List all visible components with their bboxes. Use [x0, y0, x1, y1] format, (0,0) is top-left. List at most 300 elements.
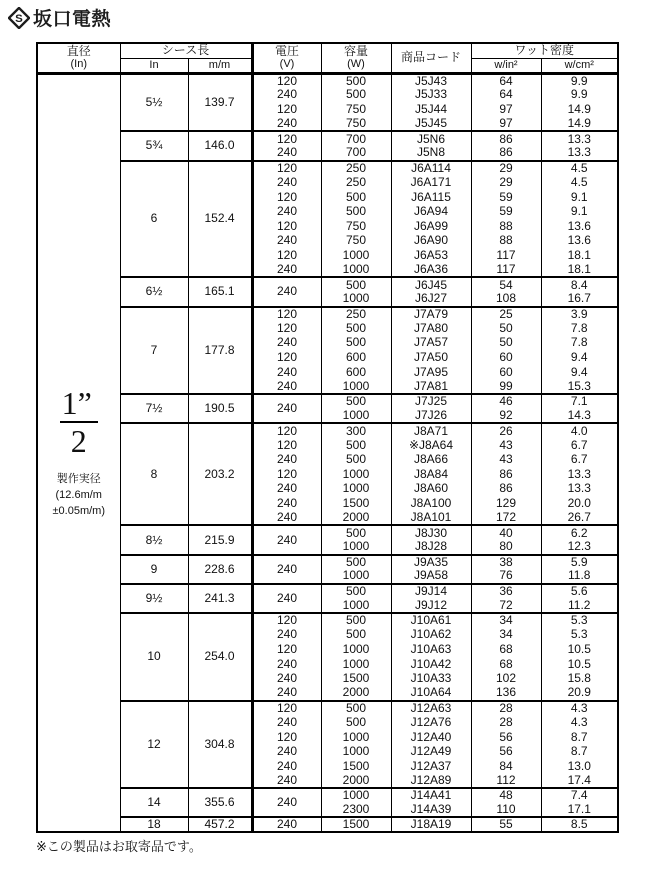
watt-density-in-cell: 80	[471, 540, 541, 555]
capacity-cell: 500	[321, 73, 391, 88]
watt-density-in-cell: 29	[471, 161, 541, 176]
voltage-cell: 240	[252, 452, 321, 467]
watt-density-in-cell: 28	[471, 715, 541, 730]
capacity-cell: 500	[321, 438, 391, 453]
diameter-cell	[37, 73, 120, 832]
watt-density-cm-cell: 4.3	[541, 715, 618, 730]
watt-density-in-cell: 46	[471, 394, 541, 409]
watt-density-cm-cell: 17.4	[541, 774, 618, 789]
capacity-cell: 500	[321, 394, 391, 409]
voltage-cell: 120	[252, 161, 321, 176]
diameter-fraction	[38, 386, 120, 459]
watt-density-cm-cell: 8.7	[541, 744, 618, 759]
product-code-cell: J18A19	[391, 817, 471, 832]
watt-density-cm-cell: 11.2	[541, 598, 618, 613]
voltage-cell: 240	[252, 525, 321, 554]
watt-density-in-cell: 56	[471, 744, 541, 759]
voltage-cell: 240	[252, 715, 321, 730]
product-code-cell: J6A114	[391, 161, 471, 176]
voltage-cell: 120	[252, 701, 321, 716]
logo-company-name: 坂口電熱	[33, 9, 112, 30]
sheath-length-in-cell: 7½	[120, 394, 188, 423]
header-voltage-title: 電圧	[274, 43, 299, 58]
watt-density-in-cell: 108	[471, 292, 541, 307]
watt-density-in-cell: 117	[471, 248, 541, 263]
product-code-cell: J12A49	[391, 744, 471, 759]
watt-density-in-cell: 76	[471, 569, 541, 584]
watt-density-cm-cell: 3.9	[541, 307, 618, 322]
sheath-length-in-cell: 18	[120, 817, 188, 832]
capacity-cell: 500	[321, 715, 391, 730]
watt-density-cm-cell: 7.1	[541, 394, 618, 409]
product-code-cell: J5N6	[391, 131, 471, 146]
capacity-cell: 750	[321, 117, 391, 132]
voltage-cell: 240	[252, 379, 321, 394]
watt-density-in-cell: 43	[471, 452, 541, 467]
watt-density-in-cell: 97	[471, 102, 541, 117]
svg-text:S: S	[15, 12, 23, 25]
voltage-cell: 120	[252, 642, 321, 657]
voltage-cell: 240	[252, 234, 321, 249]
sheath-length-mm-cell: 457.2	[188, 817, 252, 832]
voltage-cell: 240	[252, 117, 321, 132]
watt-density-in-cell: 86	[471, 131, 541, 146]
product-code-cell: J7A50	[391, 350, 471, 365]
watt-density-in-cell: 86	[471, 467, 541, 482]
header-capacity-title: 容量	[343, 43, 368, 58]
watt-density-cm-cell: 7.4	[541, 788, 618, 803]
voltage-cell: 240	[252, 555, 321, 584]
watt-density-cm-cell: 8.4	[541, 277, 618, 292]
voltage-cell: 240	[252, 744, 321, 759]
watt-density-in-cell: 25	[471, 307, 541, 322]
capacity-cell: 500	[321, 452, 391, 467]
capacity-cell: 1000	[321, 248, 391, 263]
voltage-cell: 120	[252, 248, 321, 263]
capacity-cell: 500	[321, 88, 391, 103]
product-code-cell: J10A33	[391, 671, 471, 686]
watt-density-cm-cell: 10.5	[541, 642, 618, 657]
sheath-length-in-cell: 8	[120, 423, 188, 525]
watt-density-in-cell: 34	[471, 613, 541, 628]
watt-density-cm-cell: 7.8	[541, 336, 618, 351]
watt-density-in-cell: 60	[471, 350, 541, 365]
voltage-cell: 120	[252, 350, 321, 365]
watt-density-in-cell: 59	[471, 204, 541, 219]
product-code-cell: J9J14	[391, 584, 471, 599]
capacity-cell: 1500	[321, 496, 391, 511]
voltage-cell: 240	[252, 204, 321, 219]
sheath-length-in-cell: 5¾	[120, 131, 188, 160]
capacity-cell: 1000	[321, 788, 391, 803]
voltage-cell: 240	[252, 584, 321, 613]
watt-density-in-cell: 64	[471, 88, 541, 103]
capacity-cell: 2000	[321, 686, 391, 701]
watt-density-in-cell: 68	[471, 642, 541, 657]
watt-density-cm-cell: 14.9	[541, 102, 618, 117]
header-capacity-unit: (W)	[347, 57, 365, 70]
product-code-cell: J12A40	[391, 730, 471, 745]
watt-density-cm-cell: 13.3	[541, 482, 618, 497]
watt-density-cm-cell: 8.5	[541, 817, 618, 832]
product-code-cell: J8J30	[391, 525, 471, 540]
capacity-cell: 750	[321, 102, 391, 117]
header-sheath-mm: m/m	[188, 58, 252, 73]
spec-row	[37, 277, 618, 292]
sheath-length-in-cell: 10	[120, 613, 188, 701]
voltage-cell: 240	[252, 657, 321, 672]
capacity-cell: 1000	[321, 642, 391, 657]
sheath-length-in-cell: 8½	[120, 525, 188, 554]
voltage-cell: 240	[252, 628, 321, 643]
voltage-cell: 240	[252, 788, 321, 817]
diameter-fraction-denominator: 2	[70, 423, 87, 460]
watt-density-in-cell: 50	[471, 336, 541, 351]
watt-density-in-cell: 110	[471, 803, 541, 818]
voltage-cell: 120	[252, 307, 321, 322]
voltage-cell: 240	[252, 175, 321, 190]
watt-density-cm-cell: 8.7	[541, 730, 618, 745]
sheath-length-in-cell: 5½	[120, 73, 188, 131]
watt-density-in-cell: 88	[471, 234, 541, 249]
capacity-cell: 500	[321, 321, 391, 336]
watt-density-cm-cell: 26.7	[541, 511, 618, 526]
spec-row	[37, 613, 618, 628]
watt-density-cm-cell: 13.0	[541, 759, 618, 774]
product-code-cell: J10A64	[391, 686, 471, 701]
watt-density-in-cell: 50	[471, 321, 541, 336]
watt-density-cm-cell: 6.7	[541, 452, 618, 467]
sheath-length-mm-cell: 177.8	[188, 307, 252, 395]
product-code-cell: J6A94	[391, 204, 471, 219]
product-code-cell: J10A61	[391, 613, 471, 628]
header-voltage	[252, 43, 321, 73]
watt-density-cm-cell: 5.3	[541, 628, 618, 643]
watt-density-cm-cell: 9.4	[541, 365, 618, 380]
watt-density-in-cell: 88	[471, 219, 541, 234]
watt-density-cm-cell: 7.8	[541, 321, 618, 336]
diameter-note-line: ±0.05m/m)	[52, 505, 105, 518]
watt-density-in-cell: 59	[471, 190, 541, 205]
capacity-cell: 2300	[321, 803, 391, 818]
product-code-cell: J8A101	[391, 511, 471, 526]
header-product-code: 商品コード	[391, 43, 471, 73]
sheath-length-in-cell: 14	[120, 788, 188, 817]
capacity-cell: 600	[321, 350, 391, 365]
watt-density-cm-cell: 20.9	[541, 686, 618, 701]
product-code-cell: J14A39	[391, 803, 471, 818]
capacity-cell: 250	[321, 175, 391, 190]
spec-row	[37, 788, 618, 803]
product-code-cell: J6J45	[391, 277, 471, 292]
capacity-cell: 500	[321, 555, 391, 570]
product-code-cell: J7J25	[391, 394, 471, 409]
watt-density-in-cell: 97	[471, 117, 541, 132]
product-code-cell: J10A63	[391, 642, 471, 657]
watt-density-in-cell: 117	[471, 263, 541, 278]
watt-density-cm-cell: 4.5	[541, 161, 618, 176]
voltage-cell: 120	[252, 467, 321, 482]
capacity-cell: 300	[321, 423, 391, 438]
sheath-length-mm-cell: 152.4	[188, 161, 252, 278]
voltage-cell: 240	[252, 263, 321, 278]
capacity-cell: 1000	[321, 409, 391, 424]
watt-density-in-cell: 48	[471, 788, 541, 803]
voltage-cell: 240	[252, 482, 321, 497]
sheath-length-mm-cell: 190.5	[188, 394, 252, 423]
product-code-cell: J8A84	[391, 467, 471, 482]
sheath-length-mm-cell: 203.2	[188, 423, 252, 525]
spec-row	[37, 584, 618, 599]
footnote: ※この製品はお取寄品です。	[36, 839, 202, 854]
capacity-cell: 1000	[321, 482, 391, 497]
product-code-cell: J12A37	[391, 759, 471, 774]
product-code-cell: J9A35	[391, 555, 471, 570]
capacity-cell: 1000	[321, 263, 391, 278]
product-code-cell: J6A99	[391, 219, 471, 234]
watt-density-cm-cell: 17.1	[541, 803, 618, 818]
diameter-note-line: 製作実径	[56, 473, 101, 486]
voltage-cell: 240	[252, 511, 321, 526]
capacity-cell: 600	[321, 365, 391, 380]
watt-density-in-cell: 26	[471, 423, 541, 438]
header-voltage-unit: (V)	[279, 57, 295, 70]
sheath-length-mm-cell: 254.0	[188, 613, 252, 701]
capacity-cell: 1000	[321, 379, 391, 394]
capacity-cell: 2000	[321, 774, 391, 789]
spec-row	[37, 161, 618, 176]
product-code-cell: J6A171	[391, 175, 471, 190]
watt-density-cm-cell: 14.9	[541, 117, 618, 132]
sheath-length-mm-cell: 146.0	[188, 131, 252, 160]
watt-density-cm-cell: 12.3	[541, 540, 618, 555]
header-watt-density: ワット密度	[471, 43, 618, 58]
product-code-cell: J10A42	[391, 657, 471, 672]
header-diameter-title: 直径	[66, 43, 91, 58]
watt-density-in-cell: 172	[471, 511, 541, 526]
watt-density-cm-cell: 13.3	[541, 467, 618, 482]
product-code-cell: J7J26	[391, 409, 471, 424]
product-code-cell: J7A79	[391, 307, 471, 322]
capacity-cell: 1000	[321, 569, 391, 584]
header-diameter	[37, 43, 120, 73]
product-code-cell: ※J8A64	[391, 438, 471, 453]
voltage-cell: 240	[252, 496, 321, 511]
watt-density-cm-cell: 9.4	[541, 350, 618, 365]
watt-density-cm-cell: 6.7	[541, 438, 618, 453]
capacity-cell: 1000	[321, 292, 391, 307]
voltage-cell: 120	[252, 730, 321, 745]
watt-density-in-cell: 60	[471, 365, 541, 380]
spec-row	[37, 423, 618, 438]
watt-density-cm-cell: 11.8	[541, 569, 618, 584]
watt-density-cm-cell: 16.7	[541, 292, 618, 307]
watt-density-cm-cell: 13.6	[541, 219, 618, 234]
product-code-cell: J5J44	[391, 102, 471, 117]
watt-density-cm-cell: 9.1	[541, 190, 618, 205]
voltage-cell: 120	[252, 321, 321, 336]
voltage-cell: 240	[252, 88, 321, 103]
watt-density-cm-cell: 15.8	[541, 671, 618, 686]
spec-row	[37, 73, 618, 88]
sheath-length-in-cell: 9	[120, 555, 188, 584]
product-code-cell: J7A81	[391, 379, 471, 394]
spec-row	[37, 307, 618, 322]
voltage-cell: 240	[252, 759, 321, 774]
diameter-fraction-numerator: 1”	[60, 386, 98, 423]
header-watt-per-in: w/in²	[471, 58, 541, 73]
voltage-cell: 120	[252, 613, 321, 628]
sheath-length-mm-cell: 228.6	[188, 555, 252, 584]
sheath-length-in-cell: 6	[120, 161, 188, 278]
capacity-cell: 700	[321, 131, 391, 146]
watt-density-cm-cell: 9.9	[541, 88, 618, 103]
watt-density-in-cell: 43	[471, 438, 541, 453]
watt-density-in-cell: 36	[471, 584, 541, 599]
capacity-cell: 1000	[321, 467, 391, 482]
watt-density-cm-cell: 5.6	[541, 584, 618, 599]
capacity-cell: 1000	[321, 598, 391, 613]
sheath-length-in-cell: 6½	[120, 277, 188, 306]
product-code-cell: J8A71	[391, 423, 471, 438]
sheath-length-in-cell: 12	[120, 701, 188, 789]
sheath-length-mm-cell: 241.3	[188, 584, 252, 613]
capacity-cell: 500	[321, 525, 391, 540]
product-code-cell: J5J43	[391, 73, 471, 88]
capacity-cell: 2000	[321, 511, 391, 526]
product-code-cell: J14A41	[391, 788, 471, 803]
watt-density-cm-cell: 6.2	[541, 525, 618, 540]
sheath-length-mm-cell: 139.7	[188, 73, 252, 131]
watt-density-cm-cell: 10.5	[541, 657, 618, 672]
watt-density-cm-cell: 9.9	[541, 73, 618, 88]
watt-density-cm-cell: 4.5	[541, 175, 618, 190]
voltage-cell: 120	[252, 131, 321, 146]
spec-row	[37, 131, 618, 146]
product-code-cell: J5J33	[391, 88, 471, 103]
watt-density-in-cell: 40	[471, 525, 541, 540]
sheath-length-mm-cell: 215.9	[188, 525, 252, 554]
capacity-cell: 1500	[321, 759, 391, 774]
capacity-cell: 750	[321, 219, 391, 234]
product-code-cell: J8A60	[391, 482, 471, 497]
capacity-cell: 250	[321, 161, 391, 176]
sheath-length-in-cell: 9½	[120, 584, 188, 613]
product-code-cell: J7A95	[391, 365, 471, 380]
capacity-cell: 1000	[321, 730, 391, 745]
logo-diamond-s-icon	[8, 7, 30, 29]
voltage-cell: 120	[252, 102, 321, 117]
voltage-cell: 240	[252, 336, 321, 351]
watt-density-in-cell: 29	[471, 175, 541, 190]
product-code-cell: J6A36	[391, 263, 471, 278]
product-code-cell: J6J27	[391, 292, 471, 307]
voltage-cell: 240	[252, 686, 321, 701]
product-code-cell: J10A62	[391, 628, 471, 643]
header-sheath-length: シース長	[120, 43, 252, 58]
sheath-length-in-cell: 7	[120, 307, 188, 395]
watt-density-in-cell: 72	[471, 598, 541, 613]
header-diameter-unit: (In)	[70, 57, 87, 70]
voltage-cell: 120	[252, 219, 321, 234]
product-code-cell: J8J28	[391, 540, 471, 555]
product-code-cell: J7A57	[391, 336, 471, 351]
capacity-cell: 500	[321, 628, 391, 643]
watt-density-in-cell: 38	[471, 555, 541, 570]
capacity-cell: 250	[321, 307, 391, 322]
watt-density-cm-cell: 18.1	[541, 248, 618, 263]
voltage-cell: 240	[252, 671, 321, 686]
product-code-cell: J9A58	[391, 569, 471, 584]
product-code-cell: J12A89	[391, 774, 471, 789]
capacity-cell: 1500	[321, 671, 391, 686]
capacity-cell: 500	[321, 613, 391, 628]
voltage-cell: 240	[252, 394, 321, 423]
product-code-cell: J7A80	[391, 321, 471, 336]
sheath-length-mm-cell: 304.8	[188, 701, 252, 789]
diameter-note-line: (12.6m/m	[55, 489, 102, 502]
capacity-cell: 1000	[321, 540, 391, 555]
capacity-cell: 1000	[321, 657, 391, 672]
spec-table	[36, 42, 619, 833]
product-code-cell: J12A63	[391, 701, 471, 716]
watt-density-in-cell: 129	[471, 496, 541, 511]
capacity-cell: 1000	[321, 744, 391, 759]
voltage-cell: 120	[252, 423, 321, 438]
watt-density-in-cell: 112	[471, 774, 541, 789]
product-code-cell: J6A115	[391, 190, 471, 205]
watt-density-in-cell: 136	[471, 686, 541, 701]
product-code-cell: J6A53	[391, 248, 471, 263]
voltage-cell: 240	[252, 277, 321, 306]
watt-density-cm-cell: 4.0	[541, 423, 618, 438]
voltage-cell: 240	[252, 774, 321, 789]
sheath-length-mm-cell: 355.6	[188, 788, 252, 817]
watt-density-in-cell: 102	[471, 671, 541, 686]
watt-density-cm-cell: 13.3	[541, 131, 618, 146]
watt-density-in-cell: 84	[471, 759, 541, 774]
capacity-cell: 750	[321, 234, 391, 249]
header-watt-per-cm: w/cm²	[541, 58, 618, 73]
product-code-cell: J8A100	[391, 496, 471, 511]
voltage-cell: 120	[252, 438, 321, 453]
watt-density-cm-cell: 5.9	[541, 555, 618, 570]
watt-density-in-cell: 68	[471, 657, 541, 672]
watt-density-in-cell: 56	[471, 730, 541, 745]
voltage-cell: 120	[252, 190, 321, 205]
watt-density-cm-cell: 4.3	[541, 701, 618, 716]
product-code-cell: J5J45	[391, 117, 471, 132]
watt-density-cm-cell: 14.3	[541, 409, 618, 424]
watt-density-cm-cell: 5.3	[541, 613, 618, 628]
logo	[8, 4, 111, 31]
capacity-cell: 500	[321, 336, 391, 351]
watt-density-cm-cell: 13.3	[541, 146, 618, 161]
voltage-cell: 240	[252, 365, 321, 380]
watt-density-in-cell: 28	[471, 701, 541, 716]
sheath-length-mm-cell: 165.1	[188, 277, 252, 306]
capacity-cell: 500	[321, 190, 391, 205]
product-code-cell: J12A76	[391, 715, 471, 730]
watt-density-cm-cell: 20.0	[541, 496, 618, 511]
capacity-cell: 500	[321, 204, 391, 219]
voltage-cell: 240	[252, 146, 321, 161]
capacity-cell: 700	[321, 146, 391, 161]
watt-density-in-cell: 64	[471, 73, 541, 88]
capacity-cell: 500	[321, 701, 391, 716]
header-sheath-in: In	[120, 58, 188, 73]
spec-table-header	[37, 43, 618, 73]
